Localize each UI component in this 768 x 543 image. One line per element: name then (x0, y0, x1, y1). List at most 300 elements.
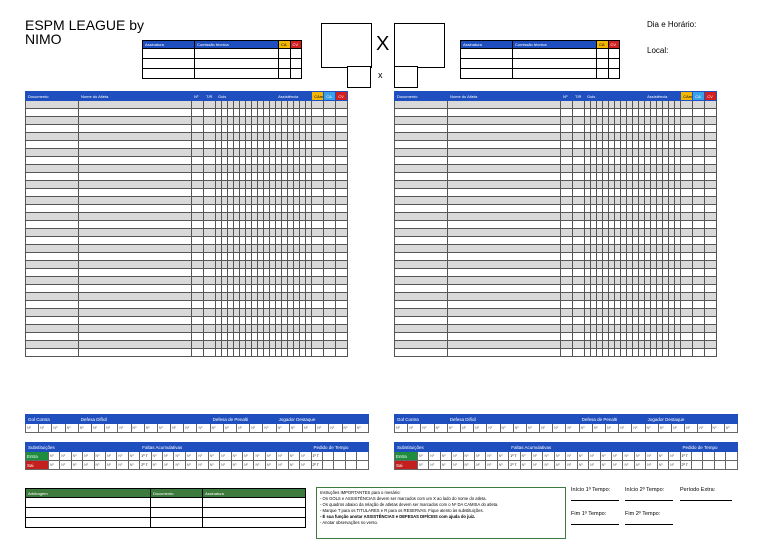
shirt-number-cell[interactable]: Nº (60, 452, 71, 461)
athlete-row (26, 229, 348, 237)
athlete-row (395, 213, 717, 221)
shirt-number-cell[interactable]: Nº (447, 424, 460, 433)
athlete-row (395, 205, 717, 213)
shirt-number-cell[interactable]: Nº (231, 452, 242, 461)
shirt-number-cell[interactable]: Nº (254, 452, 265, 461)
shirt-number-cell[interactable]: Nº (26, 424, 39, 433)
sai-label: Sai (26, 461, 49, 470)
shirt-number-cell[interactable]: Nº (254, 461, 265, 470)
athlete-row (26, 237, 348, 245)
shirt-number-cell[interactable]: Nº (250, 424, 263, 433)
col-header-cv: CV (336, 92, 348, 101)
shirt-number-cell[interactable]: Nº (474, 461, 485, 470)
athlete-row (26, 133, 348, 141)
team-a-signature-table (142, 40, 302, 79)
shirt-number-cell[interactable]: Nº (589, 452, 600, 461)
header-jogador-destaque: Jogador Destaque (645, 415, 737, 424)
shirt-number-cell[interactable]: Nº (566, 452, 577, 461)
athlete-row (26, 213, 348, 221)
shirt-number-cell[interactable]: Nº (302, 424, 315, 433)
shirt-number-cell[interactable]: Nº (128, 461, 139, 470)
subs-fouls-table (25, 442, 369, 470)
end-second-half-label: Fim 2º Tempo: (625, 511, 661, 517)
athlete-row (395, 197, 717, 205)
shirt-number-cell[interactable]: Nº (300, 452, 311, 461)
athlete-row (26, 261, 348, 269)
shirt-number-cell[interactable]: Nº (185, 452, 196, 461)
header-defesa-penalti: Defesa de Penalti (210, 415, 276, 424)
athlete-row (395, 285, 717, 293)
half-label: 2º T (140, 461, 151, 470)
sig-header-cv: CV (290, 41, 302, 49)
shirt-number-cell[interactable]: Nº (78, 424, 91, 433)
shirt-number-cell[interactable]: Nº (600, 452, 611, 461)
shirt-number-cell[interactable]: Nº (408, 424, 421, 433)
shirt-number-cell[interactable]: Nº (48, 452, 59, 461)
half-label: 1º T (140, 452, 151, 461)
shirt-number-cell[interactable]: Nº (342, 424, 355, 433)
shirt-number-cell[interactable]: Nº (592, 424, 605, 433)
shirt-number-cell[interactable]: Nº (243, 461, 254, 470)
referee-header-documento: Documento (151, 489, 203, 498)
shirt-number-cell[interactable]: Nº (513, 424, 526, 433)
shirt-number-cell[interactable]: Nº (48, 461, 59, 470)
shirt-number-cell[interactable]: Nº (619, 424, 632, 433)
shirt-number-cell[interactable]: Nº (566, 424, 579, 433)
timeout-cell[interactable] (703, 452, 714, 461)
athlete-row (395, 189, 717, 197)
shirt-number-cell[interactable]: Nº (463, 452, 474, 461)
shirt-number-cell[interactable]: Nº (71, 452, 82, 461)
shirt-number-cell[interactable]: Nº (566, 461, 577, 470)
shirt-number-cell[interactable]: Nº (237, 424, 250, 433)
athlete-row (395, 293, 717, 301)
shirt-number-cell[interactable]: Nº (210, 424, 223, 433)
timeout-cell[interactable] (726, 461, 738, 470)
shirt-number-cell[interactable]: Nº (288, 461, 299, 470)
shirt-number-cell[interactable]: Nº (711, 424, 724, 433)
shirt-number-cell[interactable]: Nº (288, 452, 299, 461)
header-pedido-tempo: Pedido de Tempo (680, 443, 737, 452)
instruction-line: - Anotar observações no verso. (320, 520, 378, 525)
shirt-number-cell[interactable]: Nº (417, 452, 428, 461)
col-header-assistencia: Assistência (645, 92, 681, 101)
shirt-number-cell[interactable]: Nº (94, 452, 105, 461)
shirt-number-cell[interactable]: Nº (429, 461, 440, 470)
athlete-row (26, 317, 348, 325)
shirt-number-cell[interactable]: Nº (60, 461, 71, 470)
shirt-number-cell[interactable]: Nº (623, 452, 634, 461)
shirt-number-cell[interactable]: Nº (577, 461, 588, 470)
timeout-cell[interactable] (334, 452, 345, 461)
col-header-assistencia: Assistência (276, 92, 312, 101)
shirt-number-cell[interactable]: Nº (634, 452, 645, 461)
sig-header-cv: CV (608, 41, 620, 49)
shirt-number-cell[interactable]: Nº (83, 461, 94, 470)
shirt-number-cell[interactable]: Nº (39, 424, 52, 433)
shirt-number-cell[interactable]: Nº (554, 452, 565, 461)
shirt-number-cell[interactable]: Nº (486, 452, 497, 461)
header-pedido-tempo: Pedido de Tempo (311, 443, 368, 452)
athlete-row (26, 109, 348, 117)
team-b-bottom-section (394, 414, 738, 470)
shirt-number-cell[interactable]: Nº (657, 452, 668, 461)
athlete-row (395, 325, 717, 333)
team-b-athlete-grid (394, 91, 717, 357)
team-b-signature-table (460, 40, 620, 79)
timeout-cell[interactable] (726, 452, 738, 461)
shirt-number-cell[interactable]: Nº (276, 424, 289, 433)
team-b-score-box[interactable] (394, 23, 445, 68)
start-second-half-field[interactable] (625, 500, 673, 501)
shirt-number-cell[interactable]: Nº (658, 424, 671, 433)
athlete-row (26, 341, 348, 349)
athlete-row (26, 301, 348, 309)
athlete-row (395, 221, 717, 229)
instructions-title: Instruções IMPORTANTES para o mesário: (320, 490, 401, 495)
shirt-number-cell[interactable]: Nº (395, 424, 408, 433)
timeout-half-label: 2º T (680, 461, 691, 470)
shirt-number-cell[interactable]: Nº (91, 424, 104, 433)
timeout-cell[interactable] (714, 461, 725, 470)
athlete-row (26, 205, 348, 213)
col-header-gols: Gols (585, 92, 645, 101)
shirt-number-cell[interactable]: Nº (263, 424, 276, 433)
shirt-number-cell[interactable]: Nº (474, 424, 487, 433)
shirt-number-cell[interactable]: Nº (657, 461, 668, 470)
shirt-number-cell[interactable]: Nº (553, 424, 566, 433)
timeout-cell[interactable] (357, 461, 369, 470)
athlete-row (395, 109, 717, 117)
team-a-penalty-box[interactable] (347, 66, 371, 88)
athlete-row (395, 349, 717, 357)
timeout-half-label: 1º T (311, 452, 322, 461)
athlete-row (26, 325, 348, 333)
timeout-cell[interactable] (345, 461, 356, 470)
start-first-half-field[interactable] (571, 500, 619, 501)
timeout-cell[interactable] (691, 461, 702, 470)
shirt-number-cell[interactable]: Nº (131, 424, 144, 433)
shirt-number-cell[interactable]: Nº (612, 461, 623, 470)
athlete-row (395, 157, 717, 165)
shirt-number-cell[interactable]: Nº (316, 424, 329, 433)
shirt-number-cell[interactable]: Nº (185, 461, 196, 470)
timeout-half-label: 1º T (680, 452, 691, 461)
shirt-number-cell[interactable]: Nº (223, 424, 236, 433)
shirt-number-cell[interactable]: Nº (671, 424, 684, 433)
shirt-number-cell[interactable]: Nº (71, 461, 82, 470)
athlete-row (395, 333, 717, 341)
shirt-number-cell[interactable]: Nº (265, 452, 276, 461)
athlete-row (26, 157, 348, 165)
sai-label: Sai (395, 461, 418, 470)
instruction-line: - É sua função anotar ASSISTÊNCIAS e DEFESAS DIFÍCEIS com ajuda do juiz. (320, 514, 476, 519)
shirt-number-cell[interactable]: Nº (118, 424, 131, 433)
shirt-number-cell[interactable]: Nº (646, 452, 657, 461)
shirt-number-cell[interactable]: Nº (208, 461, 219, 470)
shirt-number-cell[interactable]: Nº (623, 461, 634, 470)
header-defesa-dificil: Defesa Difícil (447, 415, 579, 424)
shirt-number-cell[interactable]: Nº (600, 461, 611, 470)
athlete-row (395, 149, 717, 157)
shirt-number-cell[interactable]: Nº (452, 461, 463, 470)
athlete-row (395, 101, 717, 109)
shirt-number-cell[interactable]: Nº (277, 452, 288, 461)
athlete-row (395, 301, 717, 309)
start-second-half-label: Início 2º Tempo: (625, 487, 665, 493)
shirt-number-cell[interactable]: Nº (355, 424, 368, 433)
team-b-penalty-box[interactable] (394, 66, 418, 88)
instruction-line: - Marque T para os TITULARES e R para os RESERVAS. Fique atento às substituições. (320, 508, 484, 513)
col-header-documento: Documento (395, 92, 448, 101)
shirt-number-cell[interactable]: Nº (94, 461, 105, 470)
shirt-number-cell[interactable]: Nº (289, 424, 302, 433)
timeout-cell[interactable] (703, 461, 714, 470)
shirt-number-cell[interactable]: Nº (417, 461, 428, 470)
athlete-row (395, 181, 717, 189)
shirt-number-cell[interactable]: Nº (589, 461, 600, 470)
shirt-number-cell[interactable]: Nº (685, 424, 698, 433)
athlete-row (395, 253, 717, 261)
athlete-row (26, 285, 348, 293)
athlete-row (395, 317, 717, 325)
start-first-half-label: Início 1º Tempo: (571, 487, 611, 493)
shirt-number-cell[interactable]: Nº (105, 424, 118, 433)
timeout-half-label: 2º T (311, 461, 322, 470)
sig-header-ca: CA (279, 41, 291, 49)
shirt-number-cell[interactable]: Nº (184, 424, 197, 433)
referee-table (25, 488, 306, 528)
timeout-cell[interactable] (322, 461, 333, 470)
shirt-number-cell[interactable]: Nº (500, 424, 513, 433)
athlete-row (395, 277, 717, 285)
athlete-row (26, 125, 348, 133)
shirt-number-cell[interactable]: Nº (497, 452, 508, 461)
header-faltas: Faltas Acumulativas (509, 443, 680, 452)
shirt-number-cell[interactable]: Nº (157, 424, 170, 433)
athlete-row (395, 245, 717, 253)
col-header-tr: T/R (573, 92, 585, 101)
shirt-number-cell[interactable]: Nº (243, 452, 254, 461)
shirt-number-cell[interactable]: Nº (208, 452, 219, 461)
end-second-half-field[interactable] (625, 524, 673, 525)
shirt-number-cell[interactable]: Nº (543, 461, 554, 470)
instruction-line: - Os GOLS e ASSISTÊNCIAS devem ser marcados com um X ao lado do nome do atleta. (320, 496, 487, 501)
shirt-number-cell[interactable]: Nº (421, 424, 434, 433)
team-a-bottom-section (25, 414, 369, 470)
col-header-num: Nº (561, 92, 573, 101)
shirt-number-cell[interactable]: Nº (606, 424, 619, 433)
col-header-gols: Gols (216, 92, 276, 101)
col-header-tr: T/R (204, 92, 216, 101)
athlete-row (26, 269, 348, 277)
athlete-row (395, 269, 717, 277)
shirt-number-cell[interactable]: Nº (434, 424, 447, 433)
athlete-row (26, 149, 348, 157)
shirt-number-cell[interactable]: Nº (151, 452, 162, 461)
athlete-table (394, 91, 717, 357)
page-title: ESPM LEAGUE by NIMO (25, 17, 145, 47)
athlete-row (395, 341, 717, 349)
shirt-number-cell[interactable]: Nº (632, 424, 645, 433)
referee-header-assinatura: Assinatura (203, 489, 306, 498)
col-header-ca: CA (693, 92, 705, 101)
shirt-number-cell[interactable]: Nº (151, 461, 162, 470)
shirt-number-cell[interactable]: Nº (612, 452, 623, 461)
sig-header-assinatura: Assinatura (461, 41, 513, 49)
sig-header-comissao: Comissão técnica (513, 41, 597, 49)
athlete-row (26, 101, 348, 109)
col-header-cam: CAm (681, 92, 693, 101)
half-label: 2º T (509, 461, 520, 470)
shirt-number-cell[interactable]: Nº (52, 424, 65, 433)
entra-label: Entra (26, 452, 49, 461)
team-a-athlete-grid (25, 91, 348, 357)
timeout-cell[interactable] (357, 452, 369, 461)
shirt-number-cell[interactable]: Nº (65, 424, 78, 433)
team-a-score-box[interactable] (321, 23, 372, 68)
instruction-line: - Os quadros abaixo da relação de atletas devem ser marcados com o Nº DA CAMISA do atleta. (320, 502, 499, 507)
shirt-number-cell[interactable]: Nº (532, 452, 543, 461)
athlete-row (395, 229, 717, 237)
col-header-nome: Nome do Atleta (448, 92, 561, 101)
shirt-number-cell[interactable]: Nº (163, 461, 174, 470)
entra-label: Entra (395, 452, 418, 461)
shirt-number-cell[interactable]: Nº (645, 424, 658, 433)
instructions-box (316, 487, 566, 539)
shirt-number-cell[interactable]: Nº (724, 424, 737, 433)
col-header-cv: CV (705, 92, 717, 101)
athlete-row (26, 173, 348, 181)
shirt-number-cell[interactable]: Nº (128, 452, 139, 461)
half-label: 1º T (509, 452, 520, 461)
header-faltas: Faltas Acumulativas (140, 443, 311, 452)
athlete-row (26, 333, 348, 341)
col-header-nome: Nome do Atleta (79, 92, 192, 101)
timeout-cell[interactable] (322, 452, 333, 461)
end-first-half-label: Fim 1º Tempo: (571, 511, 607, 517)
place-label: Local: (647, 46, 669, 55)
shirt-number-cell[interactable]: Nº (197, 452, 208, 461)
shirt-number-cell[interactable]: Nº (174, 461, 185, 470)
shirt-number-cell[interactable]: Nº (197, 461, 208, 470)
header-defesa-dificil: Defesa Difícil (78, 415, 210, 424)
shirt-number-cell[interactable]: Nº (83, 452, 94, 461)
shirt-number-cell[interactable]: Nº (554, 461, 565, 470)
header-jogador-destaque: Jogador Destaque (276, 415, 368, 424)
athlete-row (395, 117, 717, 125)
athlete-row (26, 277, 348, 285)
shirt-number-cell[interactable]: Nº (474, 452, 485, 461)
extra-time-field[interactable] (680, 500, 732, 501)
timeout-cell[interactable] (714, 452, 725, 461)
sig-header-ca: CA (597, 41, 609, 49)
athlete-row (26, 165, 348, 173)
shirt-number-cell[interactable]: Nº (163, 452, 174, 461)
shirt-number-cell[interactable]: Nº (277, 461, 288, 470)
shirt-number-cell[interactable]: Nº (440, 461, 451, 470)
shirt-number-cell[interactable]: Nº (698, 424, 711, 433)
shirt-number-cell[interactable]: Nº (171, 424, 184, 433)
shirt-number-cell[interactable]: Nº (329, 424, 342, 433)
timeout-cell[interactable] (691, 452, 702, 461)
shirt-number-cell[interactable]: Nº (634, 461, 645, 470)
shirt-number-cell[interactable]: Nº (520, 461, 531, 470)
shirt-number-cell[interactable]: Nº (543, 452, 554, 461)
shirt-number-cell[interactable]: Nº (532, 461, 543, 470)
athlete-row (26, 253, 348, 261)
shirt-number-cell[interactable]: Nº (220, 452, 231, 461)
athlete-row (395, 133, 717, 141)
col-header-documento: Documento (26, 92, 79, 101)
shirt-number-cell[interactable]: Nº (174, 452, 185, 461)
shirt-number-cell[interactable]: Nº (429, 452, 440, 461)
shirt-number-cell[interactable]: Nº (265, 461, 276, 470)
shirt-number-cell[interactable]: Nº (669, 461, 680, 470)
shirt-number-cell[interactable]: Nº (117, 452, 128, 461)
athlete-row (395, 141, 717, 149)
shirt-number-cell[interactable]: Nº (646, 461, 657, 470)
shirt-number-cell[interactable]: Nº (117, 461, 128, 470)
shirt-number-cell[interactable]: Nº (487, 424, 500, 433)
athlete-row (395, 261, 717, 269)
athlete-row (26, 293, 348, 301)
athlete-row (26, 349, 348, 357)
shirt-number-cell[interactable]: Nº (463, 461, 474, 470)
sig-header-assinatura: Assinatura (143, 41, 195, 49)
header-substituicoes: Substituições (395, 443, 509, 452)
shirt-number-cell[interactable]: Nº (540, 424, 553, 433)
shirt-number-cell[interactable]: Nº (526, 424, 539, 433)
subs-fouls-table (394, 442, 738, 470)
shirt-number-cell[interactable]: Nº (197, 424, 210, 433)
athlete-row (395, 165, 717, 173)
athlete-row (26, 189, 348, 197)
shirt-number-cell[interactable]: Nº (220, 461, 231, 470)
shirt-number-cell[interactable]: Nº (460, 424, 473, 433)
shirt-number-cell[interactable]: Nº (105, 452, 116, 461)
athlete-table (25, 91, 348, 357)
shirt-number-cell[interactable]: Nº (669, 452, 680, 461)
athlete-row (26, 245, 348, 253)
shirt-number-cell[interactable]: Nº (144, 424, 157, 433)
shirt-number-cell[interactable]: Nº (300, 461, 311, 470)
highlights-table (25, 414, 369, 433)
shirt-number-cell[interactable]: Nº (452, 452, 463, 461)
athlete-row (395, 173, 717, 181)
shirt-number-cell[interactable]: Nº (520, 452, 531, 461)
shirt-number-cell[interactable]: Nº (577, 452, 588, 461)
shirt-number-cell[interactable]: Nº (440, 452, 451, 461)
timeout-cell[interactable] (345, 452, 356, 461)
shirt-number-cell[interactable]: Nº (486, 461, 497, 470)
shirt-number-cell[interactable]: Nº (497, 461, 508, 470)
col-header-cam: CAm (312, 92, 324, 101)
athlete-row (395, 237, 717, 245)
athlete-row (395, 309, 717, 317)
shirt-number-cell[interactable]: Nº (579, 424, 592, 433)
end-first-half-field[interactable] (571, 524, 619, 525)
athlete-row (26, 197, 348, 205)
athlete-row (26, 117, 348, 125)
vs-mark: X (376, 33, 390, 55)
referee-header-arbitragem: Arbitragem (26, 489, 151, 498)
shirt-number-cell[interactable]: Nº (231, 461, 242, 470)
timeout-cell[interactable] (334, 461, 345, 470)
shirt-number-cell[interactable]: Nº (105, 461, 116, 470)
athlete-row (26, 221, 348, 229)
athlete-row (26, 309, 348, 317)
